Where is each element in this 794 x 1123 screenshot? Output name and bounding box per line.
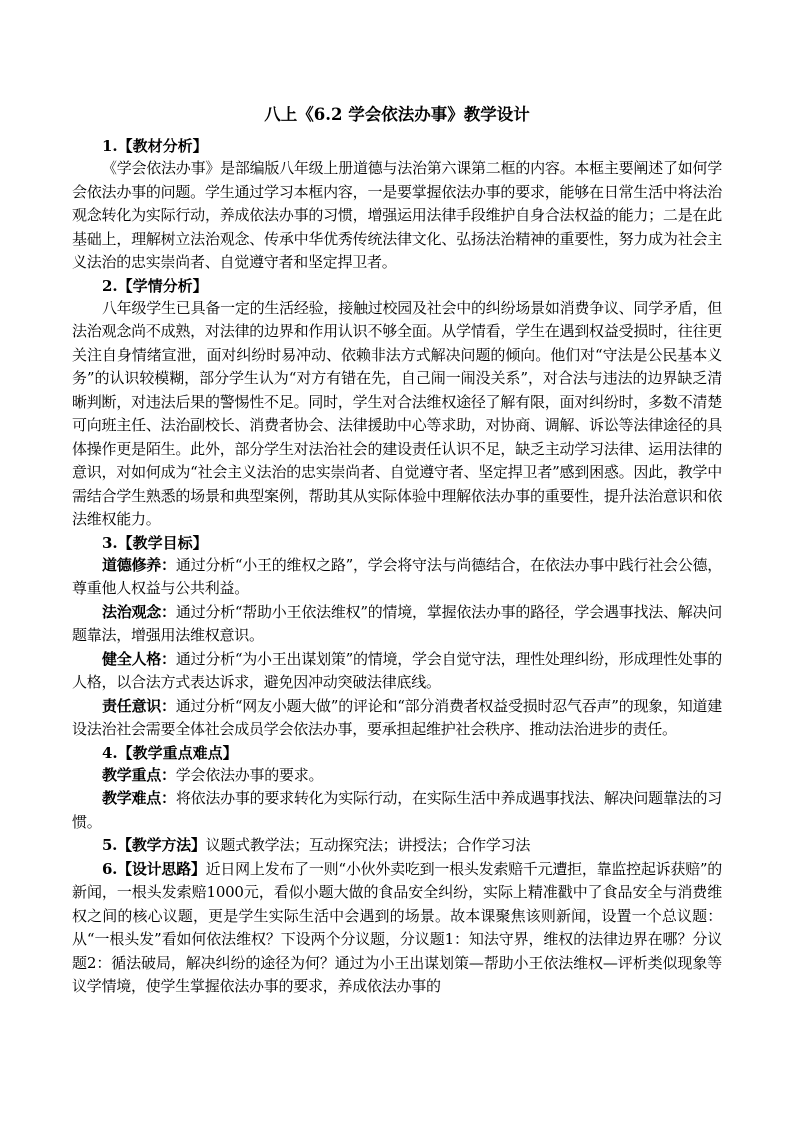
document-title: 八上《6.2 学会依法办事》教学设计 — [264, 105, 530, 124]
paragraph-text: 通过分析“网友小题大做”的评论和“部分消费者权益受损时忍气吞声”的现象，知道建设法治社会需要全体社会成员学会依法办事，要承担起维护社会秩序、推动法治进步的责任。 — [72, 696, 722, 738]
paragraph-lead: 教学重点： — [102, 765, 176, 784]
paragraph-key-point — [72, 764, 722, 788]
paragraph-goal-morality — [72, 554, 722, 601]
paragraph-text: 通过分析“小王的维权之路”，学会将守法与尚德结合，在依法办事中践行社会公德，尊重他人权益与公共利益。 — [72, 555, 722, 597]
paragraph-text: 《学会依法办事》是部编版八年级上册道德与法治第六课第二框的内容。本框主要阐述了如何学会依法办事的问题。学生通过学习本框内容，一是要掌握依法办事的要求，能够在日常生活中将法治观念转化为实际行动，养成依法办事的习惯，增强运用法律手段维护自身合法权益的能力；二是在此基础上，理解树立法治观念、传承中华优秀传统法律文化、弘扬法治精神的重要性，努力成为社会主义法治的忠实崇尚者、自觉遵守者和坚定捍卫者。 — [72, 159, 722, 271]
paragraph-text: 通过分析“帮助小王依法维权”的情境，掌握依法办事的路径，学会遇事找法、解决问题靠法，增强用法维权意识。 — [72, 602, 722, 644]
paragraph-lead: 5.【教学方法】 — [102, 836, 206, 854]
paragraph-lead: 责任意识： — [102, 696, 176, 715]
paragraph-text: 将依法办事的要求转化为实际行动，在实际生活中养成遇事找法、解决问题靠法的习惯。 — [72, 789, 722, 831]
section-heading-teaching-goals: 3.【教学目标】 — [102, 533, 208, 552]
paragraph-text: 通过分析“为小王出谋划策”的情境，学会自觉守法，理性处理纠纷，形成理性处事的人格，以合法方式表达诉求，避免因冲动突破法律底线。 — [72, 649, 722, 691]
paragraph-teaching-methods — [72, 834, 722, 858]
paragraph-lead: 6.【设计思路】 — [102, 859, 206, 878]
paragraph-design-ideas — [72, 858, 722, 999]
section-heading-student-analysis: 2.【学情分析】 — [102, 276, 208, 295]
paragraph-lead: 健全人格： — [102, 649, 176, 668]
paragraph-lead: 道德修养： — [102, 555, 176, 574]
paragraph-difficult-point — [72, 787, 722, 834]
paragraph-goal-responsibility — [72, 695, 722, 742]
paragraph-goal-rule-of-law — [72, 601, 722, 648]
paragraph-text: 八年级学生已具备一定的生活经验，接触过校园及社会中的纠纷场景如消费争议、同学矛盾，但法治观念尚不成熟，对法律的边界和作用认识不够全面。从学情看，学生在遇到权益受损时，往往更关注自身情绪宣泄，面对纠纷时易冲动、依赖非法方式解决问题的倾向。他们对“守法是公民基本义务”的认识较模糊，部分学生认为“对方有错在先，自己闹一闹没关系”，对合法与违法的边界缺乏清晰判断，对违法后果的警惕性不足。同时，学生对合法维权途径了解有限，面对纠纷时，多数不清楚可向班主任、法治副校长、消费者协会、法律援助中心等求助，对协商、调解、诉讼等法律途径的具体操作更是陌生。此外，部分学生对法治社会的建设责任认识不足，缺乏主动学习法律、运用法律的意识，对如何成为“社会主义法治的忠实崇尚者、自觉遵守者、坚定捍卫者”感到困惑。因此，教学中需结合学生熟悉的场景和典型案例，帮助其从实际体验中理解依法办事的重要性，提升法治意识和依法维权能力。 — [72, 298, 722, 528]
document-page — [72, 103, 722, 999]
paragraph-student-analysis — [72, 297, 722, 532]
section-heading-key-points: 4.【教学重点难点】 — [102, 743, 238, 762]
paragraph-goal-personality — [72, 648, 722, 695]
paragraph-text: 学会依法办事的要求。 — [175, 765, 324, 784]
paragraph-text: 近日网上发布了一则“小伙外卖吃到一根头发索赔千元遭拒，靠监控起诉获赔”的新闻，一根头发索赔1000元，看似小题大做的食品安全纠纷，实际上精准戳中了食品安全与消费维权之间的核心议题，更是学生实际生活中会遇到的场景。故本课聚焦该则新闻，设置一个总议题：从“一根头发”看如何依法维权？下设两个分议题，分议题1：知法守界，维权的法律边界在哪？分议题2：循法破局，解决纠纷的途径为何？通过为小王出谋划策—帮助小王依法维权—评析类似现象等议学情境，使学生掌握依法办事的要求，养成依法办事的 — [72, 859, 723, 995]
paragraph-text: 议题式教学法；互动探究法；讲授法；合作学习法 — [205, 836, 531, 854]
paragraph-lead: 法治观念： — [102, 602, 176, 621]
section-heading-textbook-analysis: 1.【教材分析】 — [102, 137, 208, 155]
paragraph-lead: 教学难点： — [102, 789, 176, 807]
paragraph-textbook-analysis — [72, 157, 722, 275]
